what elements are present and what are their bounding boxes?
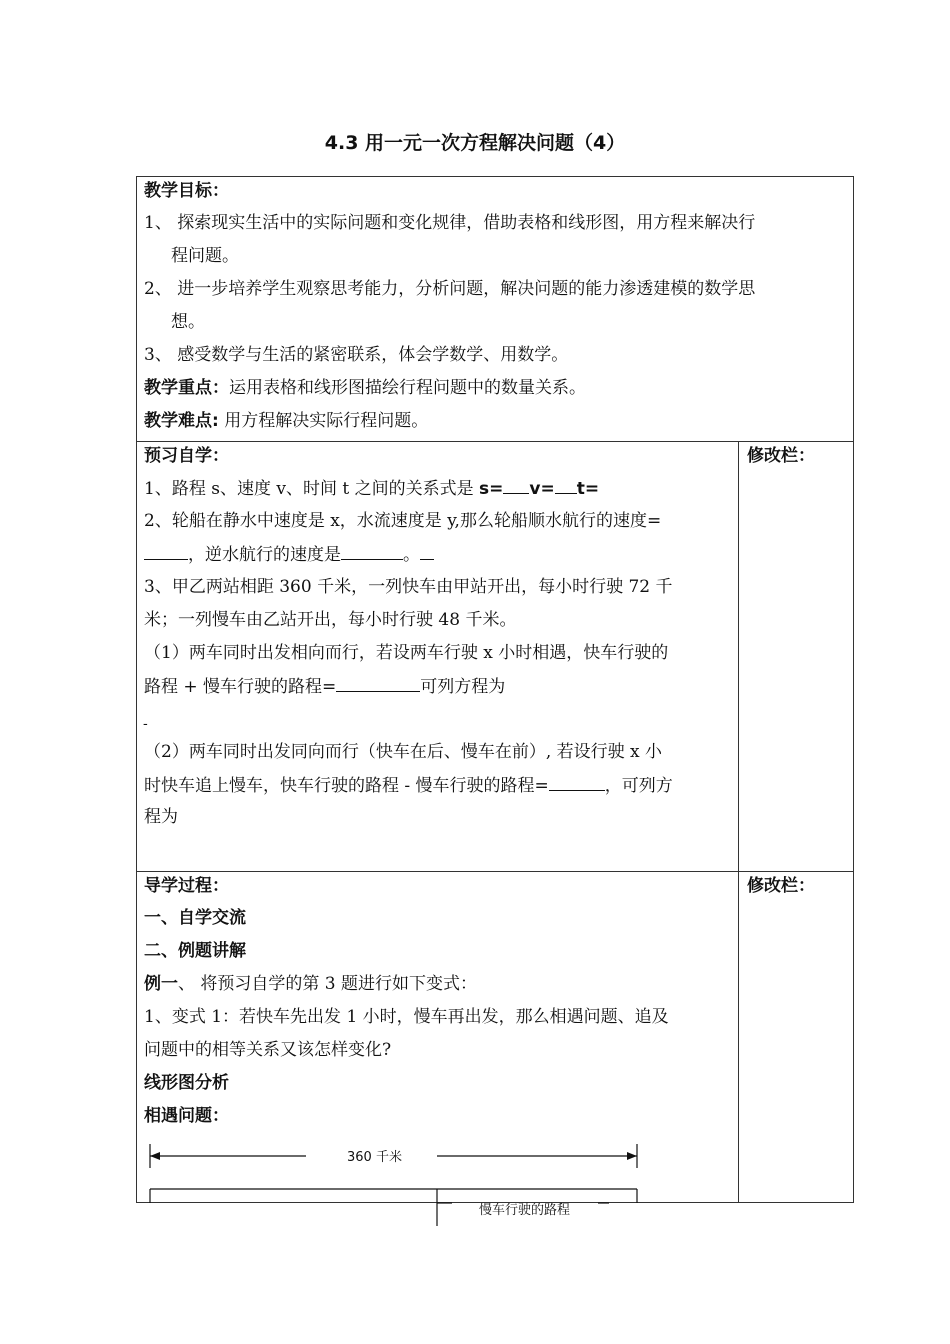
key-point [144,377,586,399]
example-text: 、 将预习自学的第 3 题进行如下变式： [178,974,478,994]
q3a-blank[interactable] [336,675,420,692]
objective-item-2-cont: 想。 [171,312,205,332]
preview-q3-line1: 3、甲乙两站相距 360 千米，一列快车由甲站开出，每小时行驶 72 千 [144,577,673,597]
section-self-study: 一、自学交流 [144,908,246,928]
preview-q2-line2 [144,543,434,566]
distance-label: 360 千米 [347,1150,402,1165]
preview-q3b-line1: （2）两车同时出发同向而行（快车在后、慢车在前）, 若设行驶 x 小 [144,742,663,762]
key-point-text: 运用表格和线形图描绘行程问题中的数量关系。 [229,378,586,398]
example-label: 例一 [144,974,178,994]
variant-line-1: 1、变式 1：若快车先出发 1 小时，慢车再出发，那么相遇问题、追及 [144,1007,669,1027]
q2-end: 。 [403,545,420,565]
preview-q1 [144,477,599,500]
guide-revision-label: 修改栏： [747,876,815,896]
q3b-blank[interactable] [549,774,605,791]
q2-downstream-blank[interactable] [144,543,188,560]
objective-item-1: 1、 探索现实生活中的实际问题和变化规律，借助表格和线形图，用方程来解决行 [144,213,756,233]
meeting-heading: 相遇问题： [144,1106,229,1126]
preview-revision-column [738,441,854,872]
preview-q3a-line2 [144,675,505,698]
q1-v: v= [529,479,555,499]
q2-mid: ，逆水航行的速度是 [188,545,341,565]
objective-item-1-cont: 程问题。 [171,246,239,266]
difficulty-label: 教学难点: [144,411,219,431]
q3a-text-b: 可列方程为 [420,677,506,697]
key-point-label: 教学重点： [144,378,229,398]
preview-q3a-line1: （1）两车同时出发相向而行，若设两车行驶 x 小时相遇，快车行驶的 [144,643,669,663]
preview-q3b-line3: 程为 [144,807,178,827]
objective-item-2: 2、 进一步培养学生观察思考能力，分析问题，解决问题的能力渗透建模的数学思 [144,279,756,299]
preview-q2-line1: 2、轮船在静水中速度是 x，水流速度是 y,那么轮船顺水航行的速度= [144,511,662,531]
preview-heading: 预习自学： [144,446,229,466]
q2-upstream-blank[interactable] [341,543,403,560]
objective-item-3: 3、 感受数学与生活的紧密联系，体会学数学、用数学。 [144,345,569,365]
preview-revision-label: 修改栏： [747,446,815,466]
guide-heading: 导学过程： [144,876,229,896]
example-one [144,973,477,995]
q3b-text-a: 时快车追上慢车，快车行驶的路程 - 慢车行驶的路程= [144,776,549,796]
q1-t: t= [576,479,600,499]
q1-s-blank[interactable] [503,477,529,494]
q1-text: 1、路程 s、速度 v、时间 t 之间的关系式是 [144,479,479,499]
preview-q3-line2: 米；一列慢车由乙站开出，每小时行驶 48 千米。 [144,610,517,630]
section-examples: 二、例题讲解 [144,941,246,961]
objectives-heading: 教学目标： [144,181,229,201]
q3a-text-a: 路程 + 慢车行驶的路程= [144,677,337,697]
guide-revision-column [738,871,854,1203]
difficulty-text: 用方程解决实际行程问题。 [218,411,429,431]
diagram-heading: 线形图分析 [144,1073,229,1093]
page-title: 4.3 用一元一次方程解决问题（4） [324,132,626,154]
slow-path-label: 慢车行驶的路程 [479,1203,571,1218]
q3b-text-b: ，可列方 [604,776,673,796]
variant-line-2: 问题中的相等关系又该怎样变化? [144,1040,392,1060]
preview-q3b-line2 [144,774,673,797]
stray-mark: - [143,716,148,732]
q1-v-blank[interactable] [555,477,577,494]
q2-end-underline [420,543,434,560]
q1-s: s= [479,479,504,499]
difficulty-point [144,410,428,432]
